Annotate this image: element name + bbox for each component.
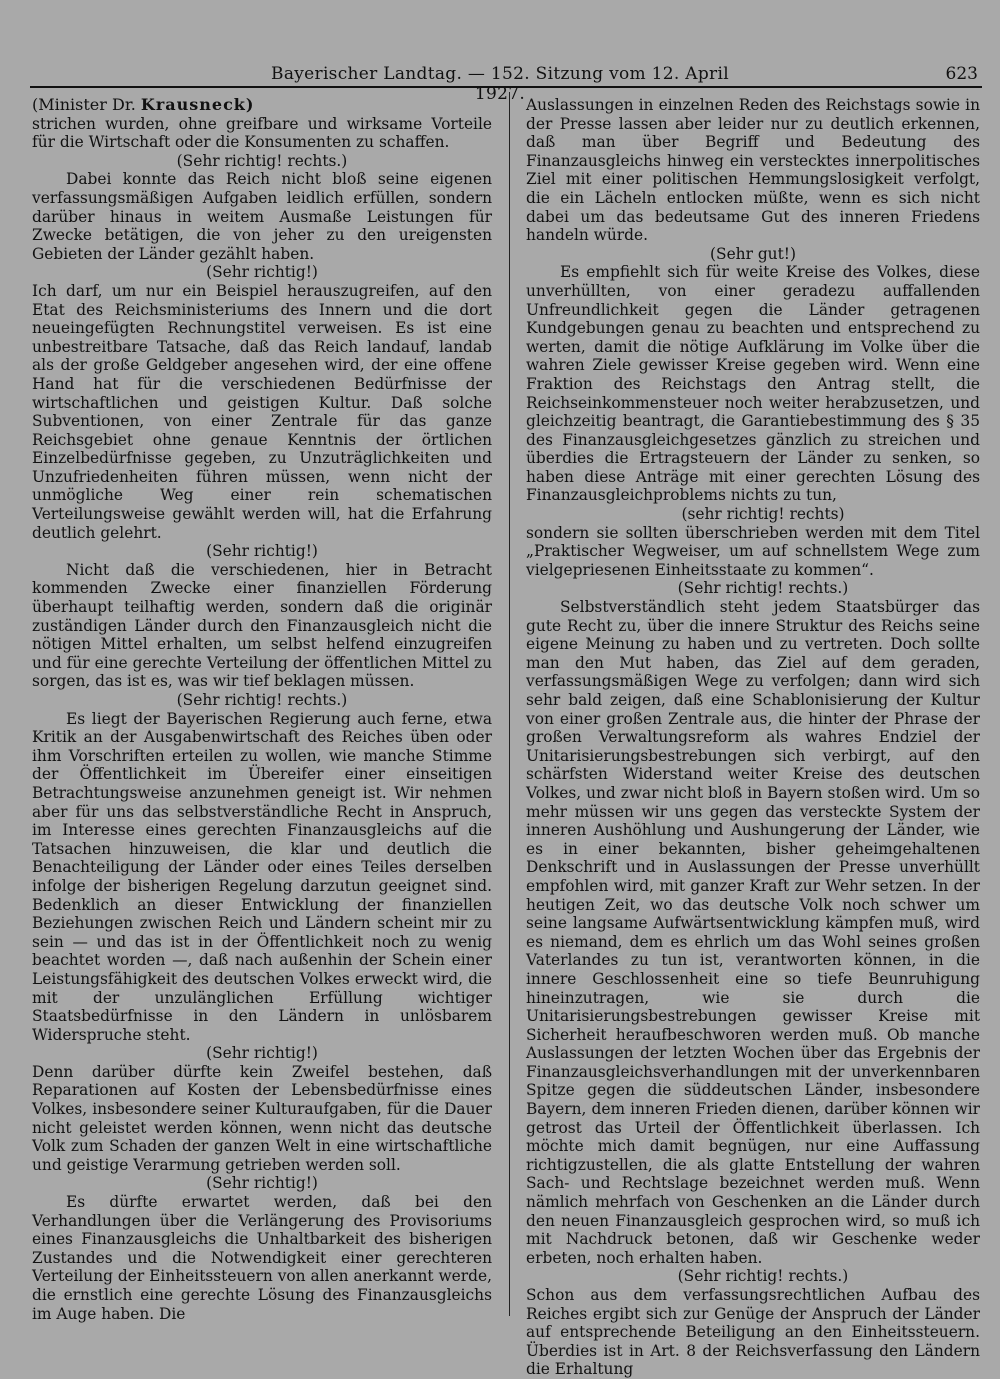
paragraph: Selbstverständlich steht jedem Staatsbürger das gute Recht zu, über die innere Struktur des Reichs seine eigene Meinung zu haben und zu vertreten. Doch sollte man den Mut haben, das Ziel auf dem geraden, verfassungsmäßigen Wege zu verfolgen; dann wird sich sehr bald zeigen, daß eine Schablonisierung der Kultur von einer großen Zentrale aus, die hinter der Phrase der großen Verwaltungsreform als wahres Endziel der Unitarisierungsbestrebungen sich verbirgt, auf den schärfsten Widerstand weiter Kreise des deutschen Volkes, und zwar nicht bloß in Bayern stoßen wird. Um so mehr müssen wir uns gegen das versteckte System der inneren Aushöhlung und Aushungerung der Länder, wie es in einer bekannten, bisher geheimgehaltenen Denkschrift und in Auslassungen der Presse unverhüllt empfohlen wird, mit ganzer Kraft zur Wehr setzen. In der heutigen Zeit, wo das deutsche Volk noch schwer um seine langsame Aufwärtsentwicklung kämpfen muß, wird es niemand, dem es ehrlich um das Wohl seines großen Vaterlandes zu tun ist, verantworten können, in die innere Geschlossenheit eine so tiefe Beunruhigung hineinzutragen, wie sie durch die Unitarisierungsbestrebungen gewisser Kreise mit Sicherheit heraufbeschworen werden muß. Ob manche Auslassungen der letzten Wochen über das Ergebnis der Finanzausgleichsverhandlungen mit der unverkennbaren Spitze gegen die süddeutschen Länder, insbesondere Bayern, dem inneren Frieden dienen, darüber können wir getrost das Urteil der Öffentlichkeit überlassen. Ich möchte mich damit begnügen, nur eine Auffassung richtigzustellen, die als glatte Entstellung der wahren Sach- und Rechtslage bezeichnet werden muß. Wenn nämlich mehrfach von Geschenken an die Länder durch den neuen Finanzausgleich gesprochen wird, so muß ich mit Nachdruck betonen, daß wir Geschenke weder erbeten, noch erhalten haben. bbox=[526, 598, 980, 1267]
interjection: (Sehr richtig! rechts.) bbox=[677, 579, 849, 598]
paragraph: Schon aus dem verfassungsrechtlichen Aufbau des Reiches ergibt sich zur Genüge der Anspruch der Länder auf entsprechende Beteiligung an den Einheitssteuern. Überdies ist in Art. 8 der Reichsverfassung den Ländern die Erhaltung bbox=[526, 1286, 980, 1379]
paragraph: Denn darüber dürfte kein Zweifel bestehen, daß Reparationen auf Kosten der Lebensbedürfnisse eines Volkes, insbesondere seiner Kulturaufgaben, für die Dauer nicht geleistet werden können, wenn nicht das deutsche Volk zum Schaden der ganzen Welt in eine wirtschaftliche und geistige Verarmung getrieben werden soll. bbox=[32, 1062, 492, 1174]
paragraph: Es dürfte erwartet werden, daß bei den Verhandlungen über die Verlängerung des Provisoriums eines Finanzausgleichs die Unhaltbarkeit des bisherigen Zustandes und die Notwendigkeit einer gerechteren Verteilung der Einheitssteuern von allen anerkannt werde, die ernstlich eine gerechte Lösung des Finanzausgleichs im Auge haben. Die bbox=[32, 1193, 492, 1323]
paragraph: Dabei konnte das Reich nicht bloß seine eigenen verfassungsmäßigen Aufgaben leidlich erfüllen, sondern darüber hinaus in weitem Ausmaße Leistungen für Zwecke betätigen, die von jeher zu den ureigensten Gebieten der Länder gezählt haben. bbox=[32, 170, 492, 263]
interjection: (sehr richtig! rechts) bbox=[681, 505, 845, 524]
interjection: (Sehr richtig!) bbox=[206, 542, 318, 561]
speaker-prefix: (Minister Dr. bbox=[32, 95, 136, 114]
paragraph: Nicht daß die verschiedenen, hier in Betracht kommenden Zwecke einer finanziellen Förderung überhaupt teilhaftig werden, sondern daß die originär zuständigen Länder durch den Finanzausgleich nicht die nötigen Mittel erhalten, um selbst helfend einzugreifen und für eine gerechte Verteilung der öffentlichen Mittel zu sorgen, das ist es, was wir tief beklagen müssen. bbox=[32, 560, 492, 691]
page-number: 623 bbox=[945, 64, 978, 84]
interjection: (Sehr richtig! rechts.) bbox=[677, 1267, 849, 1286]
right-column bbox=[526, 96, 980, 1379]
left-column bbox=[32, 96, 492, 1323]
column-divider bbox=[509, 92, 510, 1316]
speaker-line bbox=[32, 96, 492, 115]
interjection: (Sehr richtig!) bbox=[206, 1174, 318, 1193]
paragraph: sondern sie sollten überschrieben werden mit dem Titel „Praktischer Wegweiser, um auf schnellstem Wege zum vielgepriesenen Einheitsstaate zu kommen“. bbox=[526, 523, 980, 579]
speaker-name: Krausneck) bbox=[140, 95, 255, 114]
interjection: (Sehr gut!) bbox=[710, 244, 796, 263]
paragraph: Es liegt der Bayerischen Regierung auch ferne, etwa Kritik an der Ausgabenwirtschaft des Reiches üben oder ihm Vorschriften erteilen zu wollen, wie manche Stimme der Öffentlichkeit im Übereifer einer einseitigen Betrachtungsweise anzunehmen geneigt ist. Wir nehmen aber für uns das selbstverständliche Recht in Anspruch, im Interesse eines gerechten Finanzausgleichs auf die Tatsachen hinzuweisen, die klar und deutlich die Benachteiligung der Länder oder eines Teiles derselben infolge der bisherigen Regelung darzutun geeignet sind. Bedenklich an dieser Entwicklung der finanziellen Beziehungen zwischen Reich und Ländern scheint mir zu sein — und das ist in der Öffentlichkeit noch zu wenig beachtet worden —, daß nach außenhin der Schein einer Leistungsfähigkeit des deutschen Volkes erweckt wird, die mit der unzulänglichen Erfüllung wichtiger Staatsbedürfnisse in den Ländern in unlösbarem Widerspruche steht. bbox=[32, 709, 492, 1044]
paragraph: Ich darf, um nur ein Beispiel herauszugreifen, auf den Etat des Reichsministeriums des Innern und die dort neueingefügten Rechnungstitel verweisen. Es ist eine unbestreitbare Tatsache, daß das Reich landauf, landab als der große Geldgeber angesehen wird, der eine offene Hand hat für die verschiedenen Bedürfnisse der wirtschaftlichen und geistigen Kultur. Daß solche Subventionen, von einer Zentrale für das ganze Reichsgebiet ohne genaue Kenntnis der örtlichen Einzelbedürfnisse gegeben, zu Unzuträglichkeiten und Unzufriedenheiten führen müssen, wenn nicht der unmögliche Weg einer rein schematischen Verteilungsweise gewählt werden will, hat die Erfahrung deutlich gelehrt. bbox=[32, 281, 492, 542]
paragraph: Es empfiehlt sich für weite Kreise des Volkes, diese unverhüllten, von einer geradezu auffallenden Unfreundlichkeit gegen die Länder getragenen Kundgebungen genau zu beachten und entsprechend zu werten, damit die nötige Aufklärung im Volke über die wahren Ziele gewisser Kreise gegeben wird. Wenn eine Fraktion des Reichstags den Antrag stellt, die Reichseinkommensteuer noch weiter herabzusetzen, und gleichzeitig beantragt, die Garantiebestimmung des § 35 des Finanzausgleichgesetzes gänzlich zu streichen und überdies die Ertragsteuern der Länder zu senken, so haben diese Anträge mit einer gerechten Lösung des Finanzausgleichproblems nichts zu tun, bbox=[526, 263, 980, 505]
interjection: (Sehr richtig!) bbox=[206, 263, 318, 282]
paragraph: Auslassungen in einzelnen Reden des Reichstags sowie in der Presse lassen aber leider nur zu deutlich erkennen, daß man über Begriff und Bedeutung des Finanzausgleichs hinweg ein verstecktes innerpolitisches Ziel mit einer politischen Hemmungslosigkeit verfolgt, die ein Lächeln entlocken müßte, wenn es sich nicht dabei um das bedeutsame Gut des inneren Friedens handeln würde. bbox=[526, 96, 980, 245]
running-header-title: Bayerischer Landtag. — 152. Sitzung vom 12. April 1927. bbox=[271, 64, 729, 104]
header-rule bbox=[30, 86, 982, 88]
paragraph: strichen wurden, ohne greifbare und wirksame Vorteile für die Wirtschaft oder die Konsumenten zu schaffen. bbox=[32, 114, 492, 152]
interjection: (Sehr richtig! rechts.) bbox=[176, 691, 348, 709]
interjection: (Sehr richtig! rechts.) bbox=[176, 151, 348, 170]
interjection: (Sehr richtig!) bbox=[206, 1044, 318, 1063]
